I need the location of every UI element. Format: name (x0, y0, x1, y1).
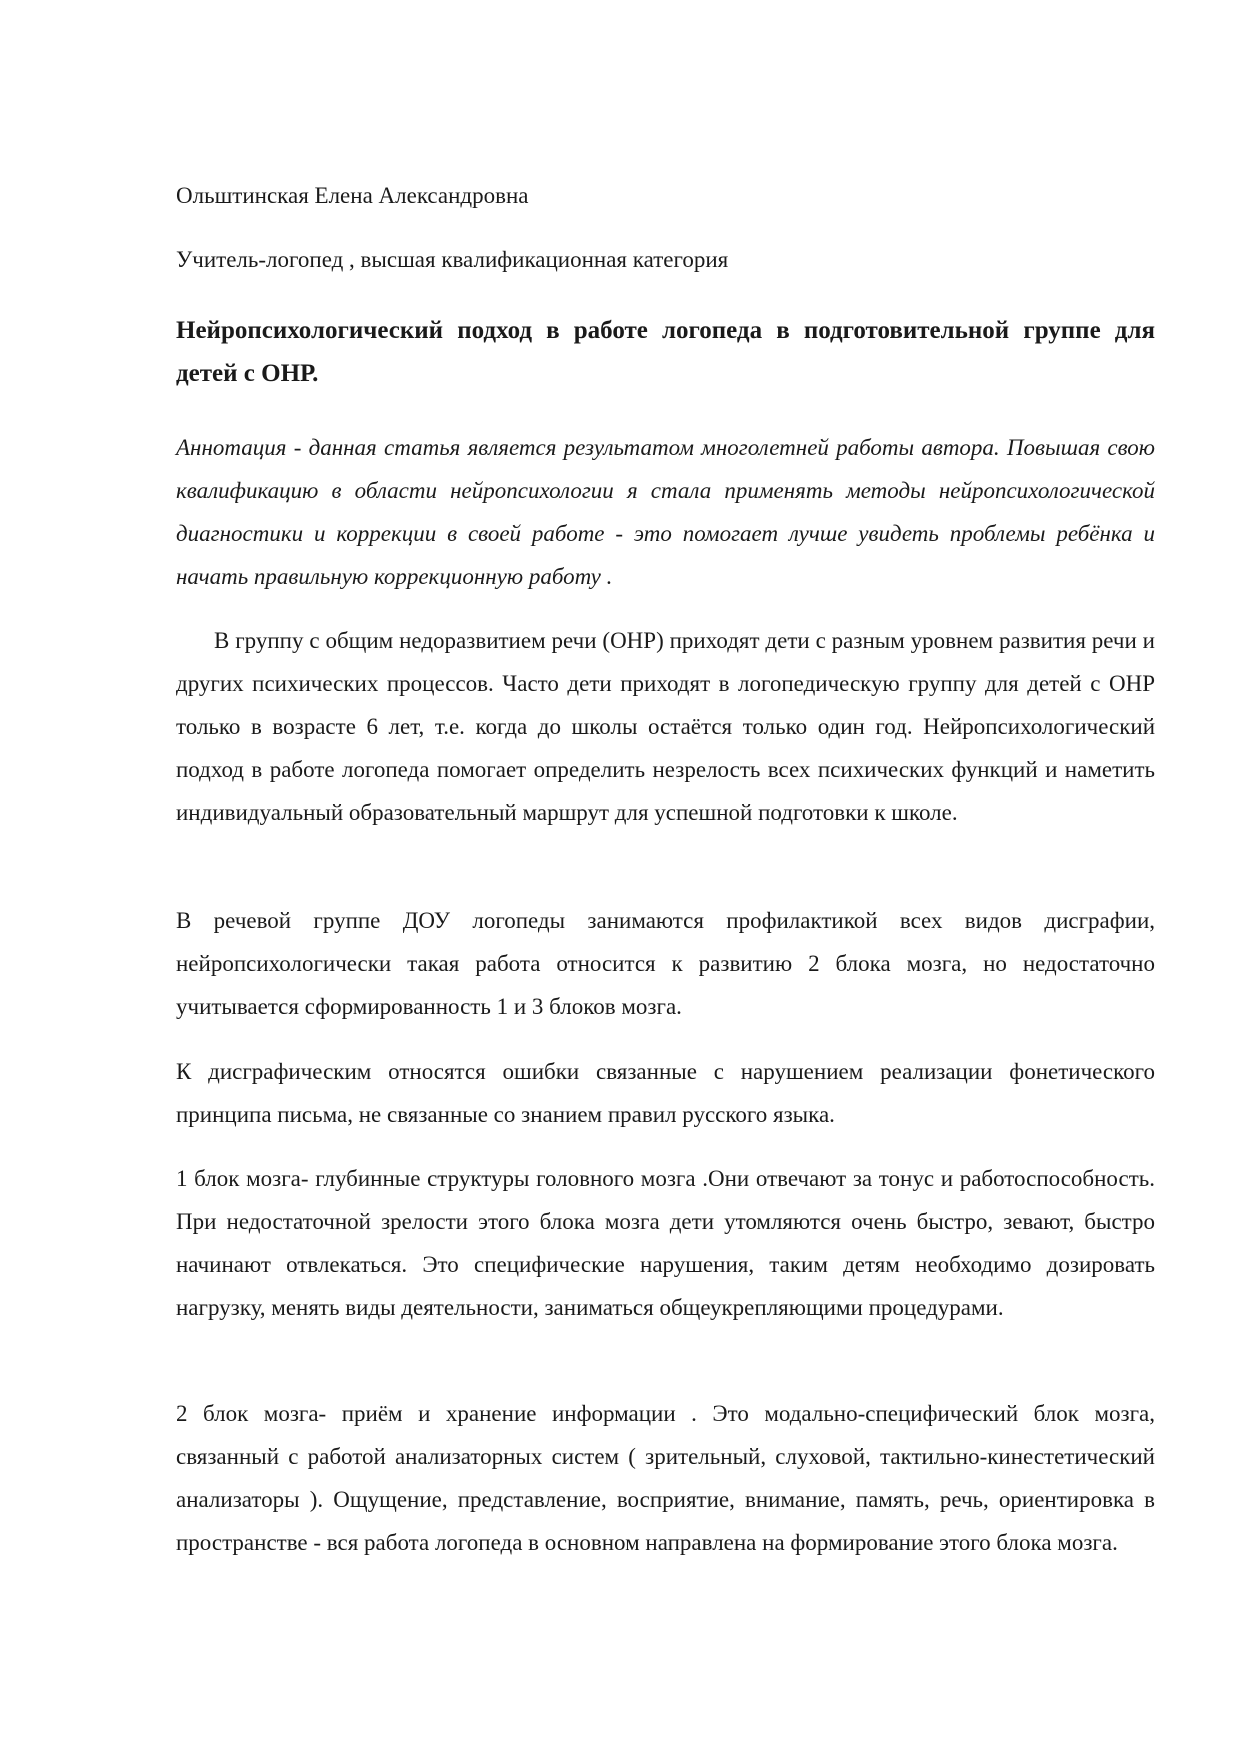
article-title: Нейропсихологический подход в работе логопеда в подготовительной группе для детей с ОНР. (176, 317, 1155, 387)
body-paragraph-5: 2 блок мозга- приём и хранение информации . Это модально-специфический блок мозга, связанный с работой анализаторных систем ( зрительный, слуховой, тактильно-кинестетический анализаторы ). Ощущение, представление, восприятие, внимание, память, речь, ориентировка в пространстве - вся работа логопеда в основном направлена на формирование этого блока мозга. (176, 1401, 1155, 1555)
author-position: Учитель-логопед , высшая квалификационная категория (176, 247, 729, 272)
annotation-paragraph: Аннотация - данная статья является результатом многолетней работы автора. Повышая свою квалификацию в области нейропсихологии я стала применять методы нейропсихологической диагностики и коррекции в своей работе - это помогает лучше увидеть проблемы ребёнка и начать правильную коррекционную работу . (176, 435, 1155, 589)
body-paragraph-4: 1 блок мозга- глубинные структуры головного мозга .Они отвечают за тонус и работоспособность. При недостаточной зрелости этого блока мозга дети утомляются очень быстро, зевают, быстро начинают отвлекаться. Это специфические нарушения, таким детям необходимо дозировать нагрузку, менять виды деятельности, заниматься общеукрепляющими процедурами. (176, 1166, 1155, 1320)
body-paragraph-2: В речевой группе ДОУ логопеды занимаются профилактикой всех видов дисграфии, нейропсихологически такая работа относится к развитию 2 блока мозга, но недостаточно учитывается сформированность 1 и 3 блоков мозга. (176, 908, 1155, 1019)
author-name: Ольштинская Елена Александровна (176, 183, 529, 208)
body-paragraph-3: К дисграфическим относятся ошибки связанные с нарушением реализации фонетического принципа письма, не связанные со знанием правил русского языка. (176, 1059, 1155, 1127)
body-paragraph-1: В группу с общим недоразвитием речи (ОНР) приходят дети с разным уровнем развития речи и других психических процессов. Часто дети приходят в логопедическую группу для детей с ОНР только в возрасте 6 лет, т.е. когда до школы остаётся только один год. Нейропсихологический подход в работе логопеда помогает определить незрелость всех психических функций и наметить индивидуальный образовательный маршрут для успешной подготовки к школе. (176, 628, 1155, 825)
